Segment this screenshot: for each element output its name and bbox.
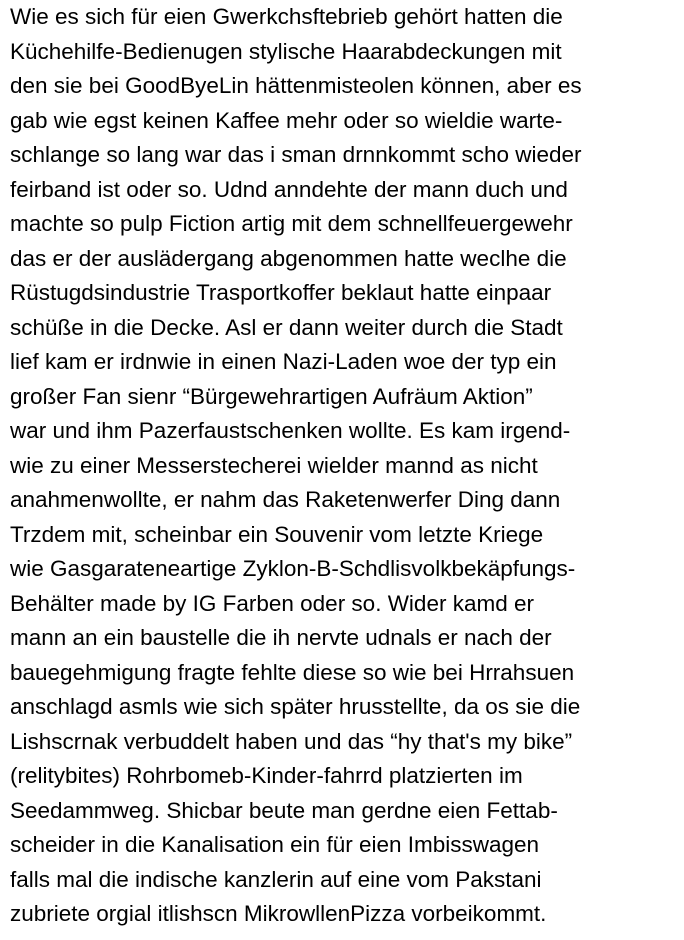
- text-line: (relitybites) Rohrbomeb-Kinder-fahrrd platzierten im: [10, 763, 523, 788]
- text-line: falls mal die indische kanzlerin auf eine vom Pakstani: [10, 866, 542, 892]
- text-line: zubriete orgial itlishscn MikrowllenPizza vorbeikommt.: [10, 901, 547, 926]
- text-line: bauegehmigung fragte fehlte diese so wie bei Hrrahsuen: [10, 659, 575, 685]
- text-line: lief kam er irdnwie in einen Nazi-Laden woe der typ ein: [10, 349, 557, 374]
- text-line: Trzdem mit, scheinbar ein Souvenir vom letzte Kriege: [10, 521, 544, 547]
- text-line: wie zu einer Messerstecherei wielder mannd as nicht: [10, 452, 538, 478]
- text-line: den sie bei GoodByeLin hättenmisteolen können, aber es: [10, 73, 582, 98]
- text-line: Behälter made by IG Farben oder so. Wider kamd er: [10, 590, 534, 616]
- text-line: feirband ist oder so. Udnd anndehte der mann duch und: [10, 176, 568, 202]
- text-line: gab wie egst keinen Kaffee mehr oder so wieldie warte-: [10, 107, 563, 133]
- text-line: wie Gasgarateneartige Zyklon-B-Schdlisvolkbekäpfungs-: [10, 556, 576, 581]
- text-line: Küchehilfe-Bedienugen stylische Haarabdeckungen mit: [10, 38, 562, 64]
- text-line: scheider in die Kanalisation ein für eien Imbisswagen: [10, 832, 540, 857]
- text-line: schlange so lang war das i sman drnnkommt scho wieder: [10, 142, 582, 167]
- text-line: Seedammweg. Shicbar beute man gerdne eien Fettab-: [10, 797, 558, 823]
- text-line: Rüstugdsindustrie Trasportkoffer beklaut hatte einpaar: [10, 280, 552, 305]
- text-line: großer Fan sienr “Bürgewehrartigen Aufräum Aktion”: [10, 383, 533, 409]
- text-line: machte so pulp Fiction artig mit dem schnellfeuergewehr: [10, 211, 573, 236]
- body-text: [10, 0, 680, 932]
- text-line: Lishscrnak verbuddelt haben und das “hy that's my bike”: [10, 728, 573, 754]
- text-line: Wie es sich für eien Gwerkchsftebrieb gehört hatten die: [10, 4, 563, 29]
- text-line: schüße in die Decke. Asl er dann weiter durch die Stadt: [10, 314, 563, 340]
- text-line: das er der auslädergang abgenommen hatte weclhe die: [10, 245, 567, 271]
- text-line: anahmenwollte, er nahm das Raketenwerfer Ding dann: [10, 487, 561, 512]
- text-line: anschlagd asmls wie sich später hrusstellte, da os sie die: [10, 694, 581, 719]
- text-line: mann an ein baustelle die ih nervte udnals er nach der: [10, 625, 552, 650]
- text-line: war und ihm Pazerfaustschenken wollte. Es kam irgend-: [10, 418, 571, 443]
